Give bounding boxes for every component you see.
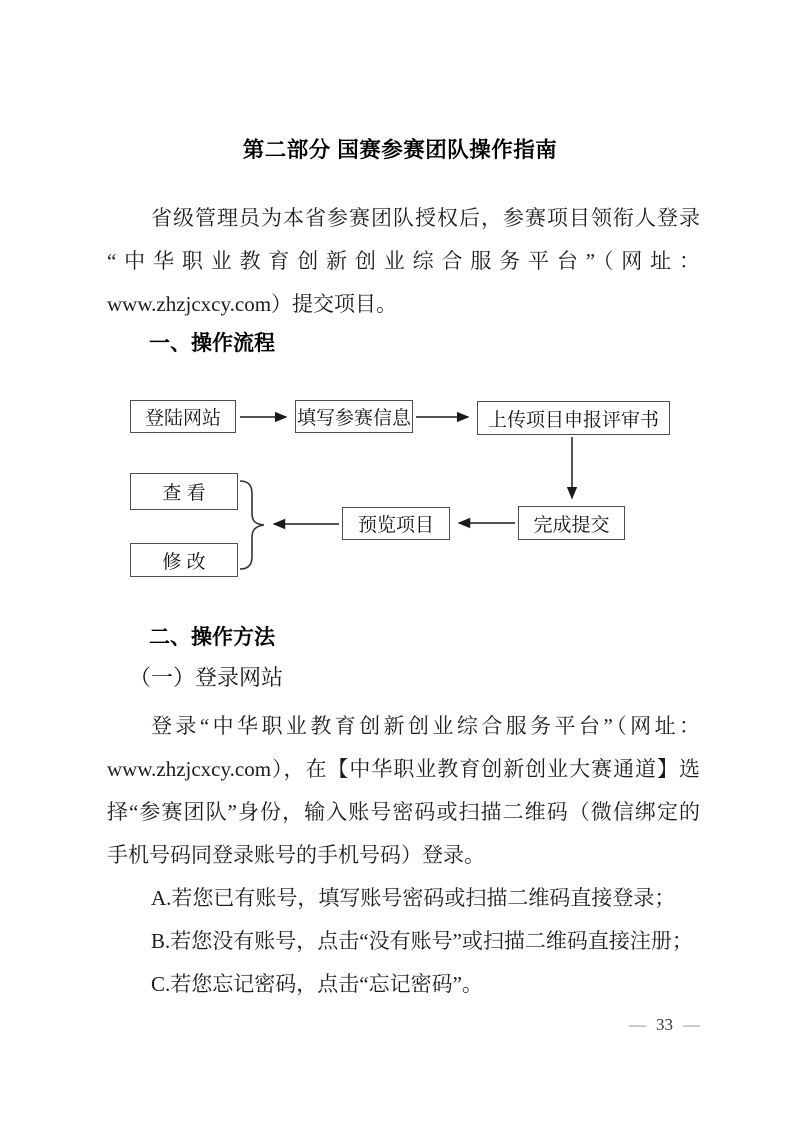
flow-node-edit: 修 改 <box>130 543 238 577</box>
section1-heading: 一、操作流程 <box>149 332 275 355</box>
intro-line: “中华职业教育创新创业综合服务平台”（网址： <box>107 249 700 273</box>
login-item-b: B.若您没有账号，点击“没有账号”或扫描二维码直接注册； <box>151 929 693 953</box>
brace-view-edit <box>240 481 264 569</box>
login-item-a: A.若您已有账号，填写账号密码或扫描二维码直接登录； <box>151 886 676 910</box>
section2-sub-heading: （一）登录网站 <box>129 665 284 690</box>
intro-line: www.zhzjcxcy.com）提交项目。 <box>107 292 398 316</box>
login-line: 登录“中华职业教育创新创业综合服务平台”（网址： <box>151 714 700 738</box>
page-number-dash-left: — <box>629 1015 646 1034</box>
page-title: 第二部分 国赛参赛团队操作指南 <box>242 138 558 162</box>
flow-node-login: 登陆网站 <box>130 400 236 433</box>
flow-node-upload: 上传项目申报评审书 <box>477 401 670 435</box>
flow-node-view: 查 看 <box>130 473 238 510</box>
login-paragraph <box>107 705 700 877</box>
login-line: 择“参赛团队”身份，输入账号密码或扫描二维码（微信绑定的 <box>107 800 700 824</box>
intro-paragraph <box>107 197 700 326</box>
intro-line: 省级管理员为本省参赛团队授权后，参赛项目领衔人登录 <box>151 206 700 230</box>
flowchart <box>0 395 800 595</box>
flow-node-fill-info: 填写参赛信息 <box>295 400 413 433</box>
login-line: www.zhzjcxcy.com），在【中华职业教育创新创业大赛通道】选 <box>107 757 700 781</box>
login-item-list <box>107 877 700 1006</box>
section2-heading: 二、操作方法 <box>149 626 275 649</box>
page-number <box>107 1015 700 1035</box>
login-item-c: C.若您忘记密码，点击“忘记密码”。 <box>151 972 483 996</box>
login-line: 手机号码同登录账号的手机号码）登录。 <box>107 843 485 867</box>
page-number-value: 33 <box>656 1015 673 1034</box>
page-number-dash-right: — <box>683 1015 700 1034</box>
flow-node-preview: 预览项目 <box>342 507 450 540</box>
flow-node-submit: 完成提交 <box>518 506 625 540</box>
